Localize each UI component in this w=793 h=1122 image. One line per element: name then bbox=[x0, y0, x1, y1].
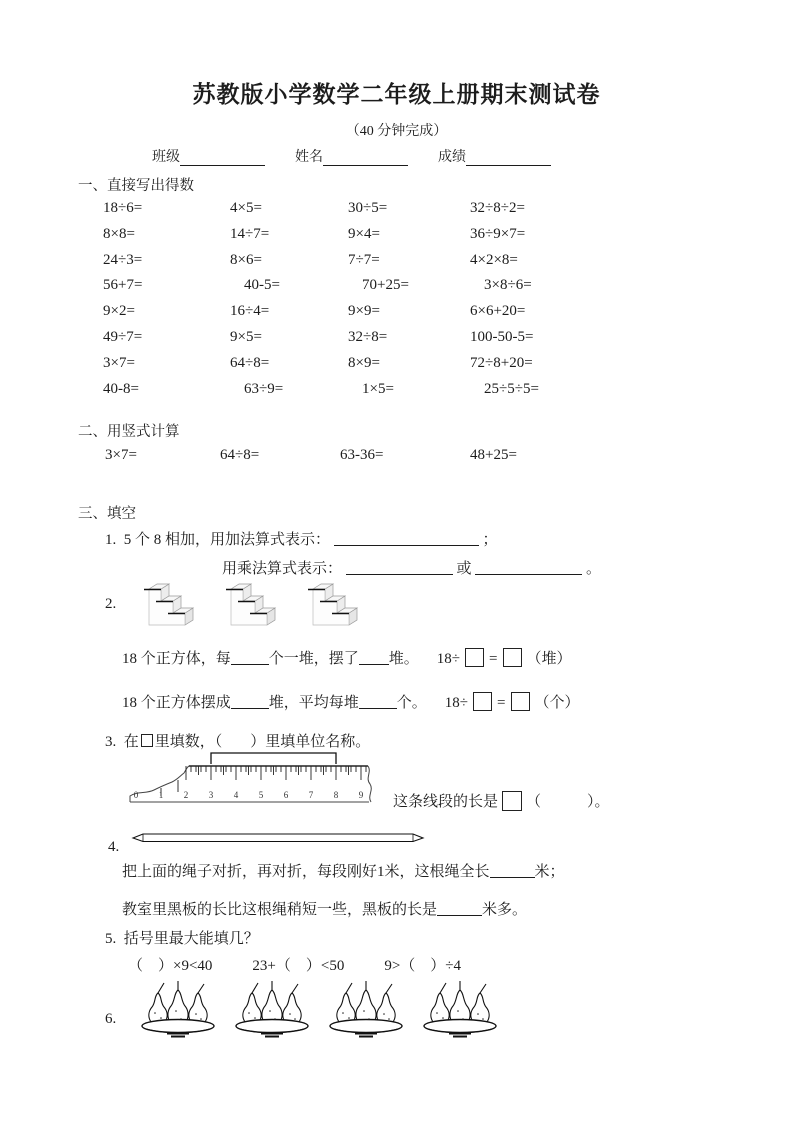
class-field bbox=[152, 146, 265, 166]
q3-text: 里填数，（ bbox=[154, 734, 223, 750]
q5-heading-line bbox=[105, 928, 259, 950]
oral-calculation-grid bbox=[103, 196, 640, 402]
problem: 64÷8= bbox=[220, 447, 260, 463]
problem: 3×7= bbox=[103, 354, 135, 371]
q6-pear-figures bbox=[138, 981, 500, 1039]
q1-punct: ； bbox=[482, 532, 498, 548]
problem: 18÷6= bbox=[103, 200, 143, 216]
q2-text: 18 个正方体，每 bbox=[122, 651, 231, 667]
problem: 4×5= bbox=[230, 200, 262, 216]
q4-number: 4. bbox=[108, 839, 120, 855]
q2-line2 bbox=[122, 692, 580, 714]
q2-eq-text: 18÷ bbox=[436, 651, 461, 667]
problem: 9×4= bbox=[348, 225, 380, 242]
q2-text: 个。 bbox=[396, 695, 427, 711]
section2-heading: 二、用竖式计算 bbox=[78, 424, 180, 440]
q3-text: ）里填单位名称。 bbox=[250, 734, 371, 750]
problem: 25÷5÷5= bbox=[484, 380, 539, 397]
problem: 64÷8= bbox=[230, 354, 270, 371]
q1-line2 bbox=[222, 558, 601, 580]
class-label: 班级 bbox=[152, 150, 180, 165]
problem: 40-8= bbox=[103, 380, 139, 397]
time-limit-note: （40 分钟完成） bbox=[345, 124, 448, 139]
q3-paren: （ bbox=[526, 794, 542, 810]
ruler-number: 2 bbox=[183, 790, 189, 800]
name-blank bbox=[323, 151, 408, 166]
q2-blank bbox=[231, 694, 269, 709]
q3-inline-box bbox=[141, 734, 153, 747]
q2-equals: = bbox=[489, 651, 498, 667]
q2-eq-text: 18÷ bbox=[444, 695, 469, 711]
q5-item: （ ）×9<40 bbox=[128, 958, 213, 974]
problem: 3×8÷6= bbox=[484, 277, 532, 294]
cube-staircase-figure bbox=[225, 583, 285, 633]
ruler-number: 3 bbox=[208, 790, 214, 800]
q2-answer-box bbox=[473, 692, 492, 711]
problem: 48+25= bbox=[470, 447, 517, 463]
q4-line2 bbox=[122, 899, 527, 921]
q1-text: 5 个 8 相加，用加法算式表示： bbox=[123, 532, 331, 548]
q3-answer-box bbox=[502, 791, 522, 811]
problem: 16÷4= bbox=[230, 303, 270, 320]
ruler-figure bbox=[126, 750, 381, 814]
q1-blank-mult1 bbox=[346, 560, 453, 575]
q2-equation bbox=[437, 651, 572, 667]
problem: 9×2= bbox=[103, 303, 135, 320]
ruler-number: 7 bbox=[308, 790, 314, 800]
q2-answer-box bbox=[511, 692, 530, 711]
q5-item: 9>（ ）÷4 bbox=[384, 958, 462, 974]
score-field bbox=[438, 146, 551, 166]
problem: 32÷8= bbox=[348, 328, 388, 345]
problem: 4×2×8= bbox=[470, 251, 518, 268]
problem: 8×9= bbox=[348, 354, 380, 371]
q2-unit: （个） bbox=[534, 695, 580, 711]
ruler-number: 4 bbox=[233, 790, 239, 800]
problem: 70+25= bbox=[362, 277, 409, 294]
q5-items bbox=[128, 955, 461, 977]
q4-blank bbox=[490, 863, 535, 878]
q1-line1 bbox=[105, 529, 498, 551]
problem: 7÷7= bbox=[348, 251, 380, 268]
q5-number: 5. bbox=[105, 931, 117, 947]
q2-answer-box bbox=[465, 648, 484, 667]
problem: 24÷3= bbox=[103, 251, 143, 268]
q1-text2: 用乘法算式表示： bbox=[222, 561, 343, 577]
cube-staircase-figure bbox=[143, 583, 203, 633]
problem: 8×6= bbox=[230, 251, 262, 268]
q2-text: 堆，平均每堆 bbox=[268, 695, 359, 711]
pear-plate-figure bbox=[420, 981, 500, 1039]
q2-cube-figures bbox=[143, 583, 367, 633]
q4-line1 bbox=[122, 861, 565, 883]
q2-blank bbox=[359, 694, 397, 709]
problem: 36÷9×7= bbox=[470, 225, 526, 242]
pear-plate-figure bbox=[232, 981, 312, 1039]
pear-plate-figure bbox=[326, 981, 406, 1039]
q1-blank-addition bbox=[334, 531, 479, 546]
problem: 30÷5= bbox=[348, 200, 388, 216]
q4-blank bbox=[437, 901, 482, 916]
q1-number: 1. bbox=[105, 532, 117, 548]
problem: 14÷7= bbox=[230, 225, 270, 242]
problem: 49÷7= bbox=[103, 328, 143, 345]
q2-blank bbox=[231, 650, 269, 665]
problem: 9×9= bbox=[348, 303, 380, 320]
vertical-calc-row bbox=[105, 447, 517, 464]
q1-blank-mult2 bbox=[475, 560, 582, 575]
problem: 9×5= bbox=[230, 328, 262, 345]
score-label: 成绩 bbox=[438, 150, 466, 165]
student-info-row bbox=[152, 146, 551, 166]
problem: 100-50-5= bbox=[470, 328, 534, 345]
pear-plate-figure bbox=[138, 981, 218, 1039]
q4-text: 米； bbox=[534, 864, 565, 880]
ruler-number: 1 bbox=[158, 790, 164, 800]
section1-heading: 一、直接写出得数 bbox=[78, 178, 194, 194]
ruler-number: 5 bbox=[258, 790, 264, 800]
problem: 72÷8+20= bbox=[470, 354, 533, 371]
rope-figure bbox=[130, 831, 426, 845]
q2-equation bbox=[445, 695, 580, 711]
q2-blank bbox=[359, 650, 389, 665]
problem: 6×6+20= bbox=[470, 303, 526, 320]
problem: 63÷9= bbox=[244, 380, 284, 397]
q4-text: 教室里黑板的长比这根绳稍短一些，黑板的长是 bbox=[122, 902, 438, 918]
q2-line1 bbox=[122, 648, 572, 670]
q3-text: 在 bbox=[123, 734, 139, 750]
ruler-number: 8 bbox=[333, 790, 339, 800]
problem: 32÷8÷2= bbox=[470, 200, 525, 216]
q5-heading: 括号里最大能填几？ bbox=[123, 931, 259, 947]
problem: 63-36= bbox=[340, 447, 384, 463]
q3-answer-text: 这条线段的长是 bbox=[393, 794, 499, 810]
q1-punct2: 。 bbox=[586, 561, 602, 577]
q2-equals: = bbox=[497, 695, 506, 711]
problem: 40-5= bbox=[244, 277, 280, 294]
q2-text: 个一堆，摆了 bbox=[268, 651, 359, 667]
q4-text: 把上面的绳子对折，再对折，每段刚好1米，这根绳全长 bbox=[122, 864, 490, 880]
problem: 56+7= bbox=[103, 277, 143, 294]
q2-text: 18 个正方体摆成 bbox=[122, 695, 231, 711]
q1-or: 或 bbox=[456, 561, 472, 577]
q4-text: 米多。 bbox=[482, 902, 528, 918]
cube-staircase-figure bbox=[307, 583, 367, 633]
q2-answer-box bbox=[503, 648, 522, 667]
q3-number: 3. bbox=[105, 734, 117, 750]
problem: 3×7= bbox=[105, 447, 137, 463]
q5-item: 23+（ ）<50 bbox=[252, 958, 345, 974]
page-title: 苏教版小学数学二年级上册期末测试卷 bbox=[192, 82, 601, 107]
ruler-number: 9 bbox=[358, 790, 364, 800]
q2-number: 2. bbox=[105, 596, 117, 612]
section3-heading: 三、填空 bbox=[78, 506, 136, 522]
q3-answer-line bbox=[393, 791, 610, 813]
problem: 1×5= bbox=[362, 380, 394, 397]
q3-paren: ）。 bbox=[587, 794, 610, 810]
q2-unit: （堆） bbox=[526, 651, 572, 667]
name-label: 姓名 bbox=[295, 150, 323, 165]
ruler-number: 6 bbox=[283, 790, 289, 800]
score-blank bbox=[466, 151, 551, 166]
problem: 8×8= bbox=[103, 225, 135, 242]
ruler-number: 0 bbox=[133, 790, 139, 800]
q6-number: 6. bbox=[105, 1011, 117, 1027]
class-blank bbox=[180, 151, 265, 166]
q2-text: 堆。 bbox=[388, 651, 419, 667]
name-field bbox=[295, 146, 408, 166]
